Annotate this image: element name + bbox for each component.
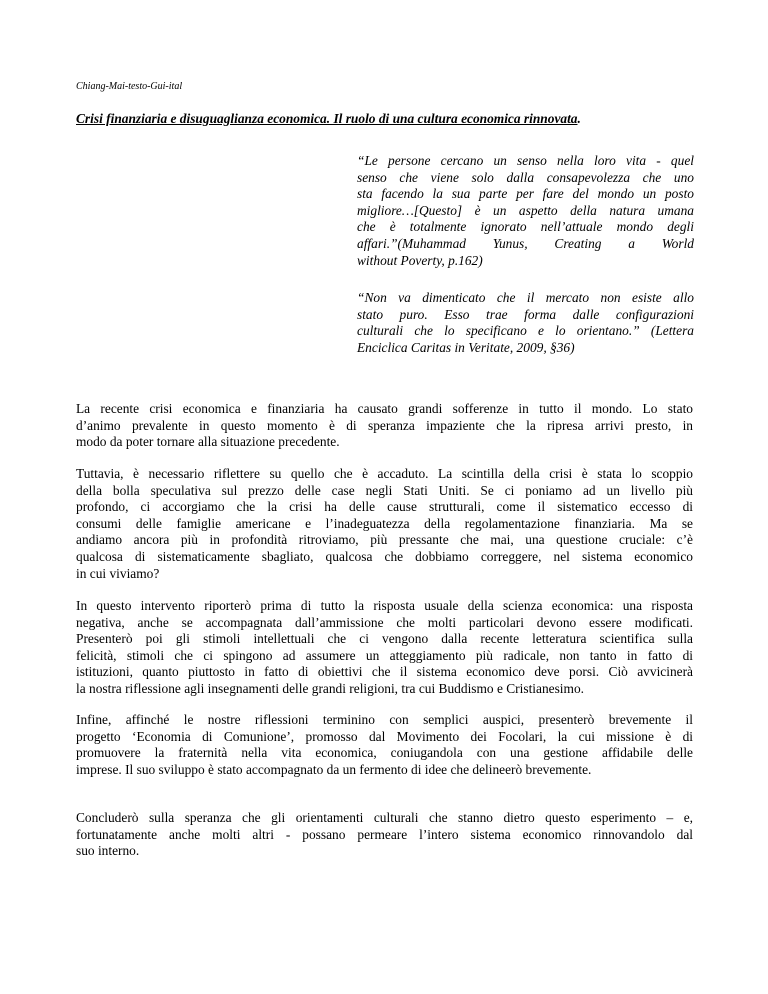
quote-line: Enciclica Caritas in Veritate, 2009, §36): [357, 339, 575, 355]
quote-line: “Le persone cercano un senso nella loro vita - quel: [357, 153, 694, 168]
paragraph-line: fortunatamente anche molti altri - possano permeare l’intero sistema economico rinnovandolo dal: [76, 826, 693, 842]
quote-line: sta facendo la sua parte per fare del mondo un posto: [357, 186, 694, 202]
paragraph-line: promuovere la fraternità nella vita economica, coniugandola con una gestione affidabile delle: [76, 745, 693, 761]
paragraph-line: negativa, anche se accompagnata dall’ammissione che molti particolari devono essere modificati.: [76, 614, 693, 630]
document-title-period: .: [577, 111, 581, 126]
paragraph-line: Tuttavia, è necessario riflettere su quello che è accaduto. La scintilla della crisi è stata lo scoppio: [76, 466, 693, 481]
body-paragraph-5: [76, 810, 693, 860]
paragraph-line: suo interno.: [76, 843, 140, 859]
paragraph-line: andiamo ancora più in profondità ritroviamo, più pressante che mai, una questione cruciale: c’è: [76, 532, 693, 548]
epigraph-quote-caritas: [357, 290, 694, 356]
epigraph-quote-yunus: [357, 153, 694, 269]
paragraph-line: modo da poter tornare alla situazione precedente.: [76, 434, 340, 450]
quote-line: migliore…[Questo] è un aspetto della natura umana: [357, 202, 694, 218]
body-paragraph-2: [76, 466, 693, 582]
quote-line: affari.”(Muhammad Yunus, Creating a World: [357, 235, 694, 251]
quote-line: stato puro. Esso trae forma dalle configurazioni: [357, 306, 694, 322]
body-paragraph-3: [76, 598, 693, 698]
paragraph-line: Concluderò sulla speranza che gli orientamenti culturali che stanno dietro questo esperimento – e,: [76, 810, 693, 825]
paragraph-line: Infine, affinché le nostre riflessioni terminino con semplici auspici, presenterò brevemente il: [76, 712, 693, 727]
document-title: [76, 111, 581, 127]
paragraph-line: consumi delle famiglie americane e l’inadeguatezza della regolamentazione finanziaria. Ma se: [76, 515, 693, 531]
body-paragraph-4: [76, 712, 693, 778]
quote-line: senso che viene solo dalla consapevolezza che uno: [357, 169, 694, 185]
document-identifier: Chiang-Mai-testo-Gui-ital: [76, 81, 183, 92]
paragraph-line: istituzioni, quanto piuttosto in fatto di obiettivi che il sistema economico deve porsi. Ciò avvicinerà: [76, 664, 693, 680]
paragraph-line: la nostra riflessione agli insegnamenti delle grandi religioni, tra cui Buddismo e Cristianesimo.: [76, 680, 584, 696]
quote-line: without Poverty, p.162): [357, 252, 483, 268]
body-paragraph-1: [76, 401, 693, 451]
paragraph-line: della bolla speculativa sul prezzo delle case negli Stati Uniti. Se ci poniamo ad un livello più: [76, 482, 693, 498]
document-title-text: Crisi finanziaria e disuguaglianza economica. Il ruolo di una cultura economica rinnovata: [76, 111, 578, 126]
paragraph-line: felicità, stimoli che ci spingono ad assumere un atteggiamento più radicale, non tanto in fatto di: [76, 647, 693, 663]
paragraph-line: In questo intervento riporterò prima di tutto la risposta usuale della scienza economica: una risposta: [76, 598, 693, 613]
paragraph-line: progetto ‘Economia di Comunione’, promosso dal Movimento dei Focolari, la cui missione è di: [76, 728, 693, 744]
paragraph-line: qualcosa di sistematicamente sbagliato, qualcosa che dobbiamo correggere, nel sistema economico: [76, 548, 693, 564]
paragraph-line: d’animo prevalente in questo momento è di speranza impaziente che la ripresa arrivi presto, in: [76, 417, 693, 433]
paragraph-line: La recente crisi economica e finanziaria ha causato grandi sofferenze in tutto il mondo. Lo stato: [76, 401, 693, 416]
paragraph-line: in cui viviamo?: [76, 565, 160, 581]
paragraph-line: Presenterò poi gli stimoli intellettuali che ci vengono dalla recente letteratura scientifica sulla: [76, 631, 693, 647]
paragraph-line: imprese. Il suo sviluppo è stato accompagnato da un fermento di idee che delineerò brevemente.: [76, 761, 592, 777]
quote-line: che è totalmente ignorato nell’attuale mondo degli: [357, 219, 694, 235]
paragraph-line: profondo, ci accorgiamo che la crisi ha delle cause strutturali, come il sistematico eccesso di: [76, 499, 693, 515]
quote-line: culturali che lo specificano e lo orientano.” (Lettera: [357, 323, 694, 339]
quote-line: “Non va dimenticato che il mercato non esiste allo: [357, 290, 694, 305]
